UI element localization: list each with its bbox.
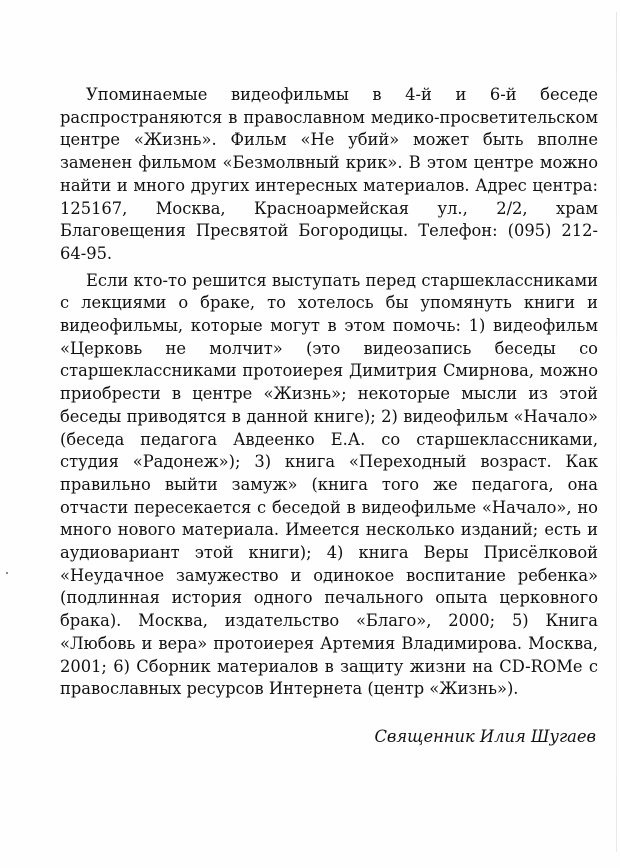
- paragraph-video-films: Упоминаемые видеофильмы в 4-й и 6-й беседе распространяются в православном медико-просветительском центре «Жизнь». Фильм «Не убий» может быть вполне заменен фильмом «Безмолвный крик». В этом центре можно найти и много других интересных материалов. Адрес центра: 125167, Москва, Красноармейская ул., 2/2, храм Благовещения Пресвятой Богородицы. Телефон: (095) 212-64-95.: [60, 85, 598, 263]
- scan-speck: [6, 572, 8, 574]
- page-edge-shadow: [616, 12, 617, 852]
- author-signature: Священник Илия Шугаев: [374, 727, 596, 746]
- paragraph-lectures-on-marriage: Если кто-то решится выступать перед старшеклассниками с лекциями о браке, то хотелось бы упомянуть книги и видеофильмы, которые могут в этом помочь: 1) видеофильм «Церковь не молчит» (это видеозапись беседы со старшеклассниками протоиерея Димитрия Смирнова, можно приобрести в центре «Жизнь»; некоторые мысли из этой беседы приводятся в данной книге); 2) видеофильм «Начало» (беседа педагога Авдеенко Е.А. со старшеклассниками, студия «Радонеж»); 3) книга «Переходный возраст. Как правильно выйти замуж» (книга того же педагога, она отчасти пересекается с беседой в видеофильме «Начало», но много нового материала. Имеется несколько изданий; есть и аудиовариант этой книги); 4) книга Веры Присёлковой «Неудачное замужество и одинокое воспитание ребенка» (подлинная история одного печального опыта церковного брака). Москва, издательство «Благо», 2000; 5) Книга «Любовь и вера» протоиерея Артемия Владимирова. Москва, 2001; 6) Сборник материалов в защиту жизни на CD-ROMе с православных ресурсов Интернета (центр «Жизнь»).: [60, 270, 598, 699]
- body-text: [60, 84, 598, 701]
